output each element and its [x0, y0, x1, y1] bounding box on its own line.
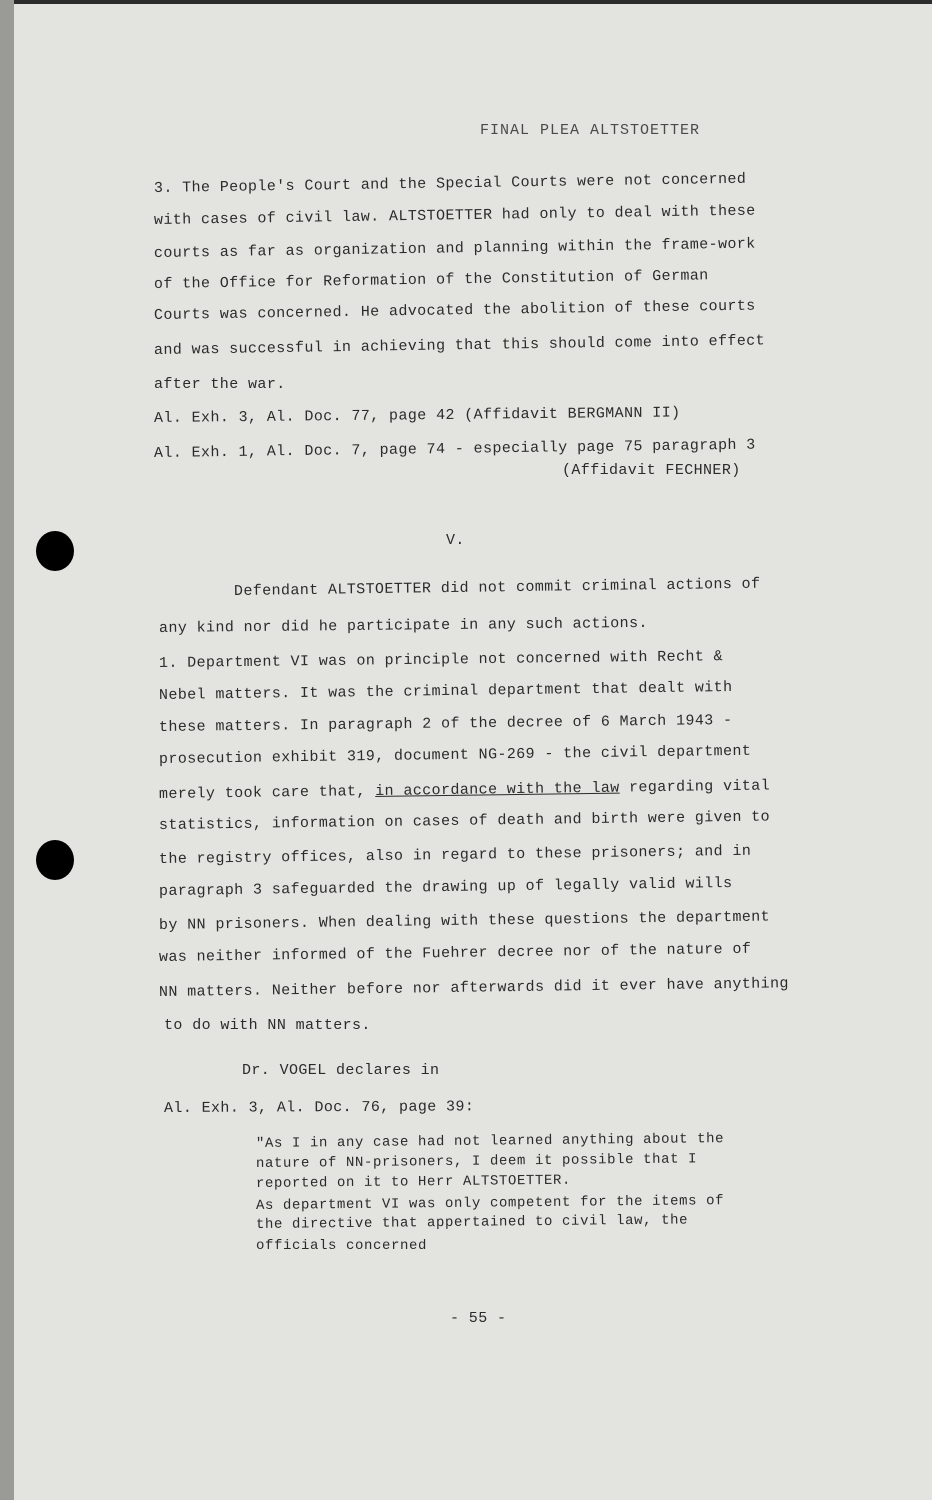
section-v-body-line: NN matters. Neither before nor afterwards did it ever have anything [158, 975, 789, 1001]
section-v-body-line: prosecution exhibit 319, document NG-269 - the civil department [158, 742, 752, 768]
section-v-body-line: was neither informed of the Fuehrer decree nor of the nature of [158, 940, 752, 966]
section-v-body-line: the registry offices, also in regard to these prisoners; and in [158, 842, 752, 868]
quotation-line: "As I in any case had not learned anything about the [255, 1131, 725, 1152]
section-v-body-line: paragraph 3 safeguarded the drawing up of legally valid wills [158, 874, 733, 900]
section-v-intro-line: any kind nor did he participate in any such actions. [158, 614, 648, 637]
affidavit-reference: Al. Exh. 3, Al. Doc. 77, page 42 (Affidavit BERGMANN II) [153, 404, 681, 427]
quotation-line: officials concerned [256, 1238, 428, 1254]
section-v-body-line: statistics, information on cases of death and birth were given to [158, 808, 771, 834]
section-3-line: of the Office for Reformation of the Constitution of German [153, 267, 709, 293]
page-number: - 55 - [450, 1310, 507, 1327]
line-text-after: regarding vital [619, 777, 771, 797]
punch-hole-lower [36, 840, 74, 880]
section-v-body-line: by NN prisoners. When dealing with these questions the department [158, 908, 771, 934]
quotation-line: reported on it to Herr ALTSTOETTER. [255, 1172, 572, 1192]
declaration-line: Dr. VOGEL declares in [242, 1062, 440, 1079]
section-v-body-line-underlined [159, 777, 770, 803]
quotation-line: nature of NN-prisoners, I deem it possible that I [255, 1151, 698, 1172]
section-3-line: 3. The People's Court and the Special Courts were not concerned [153, 170, 747, 197]
exhibit-reference: Al. Exh. 3, Al. Doc. 76, page 39: [163, 1098, 475, 1117]
section-v-heading: V. [446, 532, 465, 549]
section-3-line: after the war. [154, 376, 286, 393]
quotation-line: the directive that appertained to civil law, the [255, 1212, 689, 1233]
section-3-line: courts as far as organization and planning within the frame-work [153, 235, 756, 262]
page-header-title: FINAL PLEA ALTSTOETTER [480, 122, 701, 139]
section-3-line: Courts was concerned. He advocated the abolition of these courts [153, 297, 756, 324]
section-v-body-line: Nebel matters. It was the criminal department that dealt with [158, 678, 733, 704]
punch-hole-upper [36, 531, 74, 571]
section-v-body-line: to do with NN matters. [164, 1017, 371, 1034]
section-v-body-line: these matters. In paragraph 2 of the decree of 6 March 1943 - [158, 711, 733, 736]
quotation-line: As department VI was only competent for the items of [255, 1193, 725, 1214]
document-page [14, 4, 932, 1500]
scan-left-edge [0, 0, 14, 1500]
underlined-phrase: in accordance with the law [375, 779, 620, 800]
section-3-line: and was successful in achieving that this should come into effect [153, 332, 766, 359]
line-text-before: merely took care that, [158, 782, 376, 803]
section-v-body-line: 1. Department VI was on principle not concerned with Recht & [158, 648, 724, 672]
section-v-intro-line: Defendant ALTSTOETTER did not commit criminal actions of [233, 575, 761, 600]
affidavit-reference: Al. Exh. 1, Al. Doc. 7, page 74 - especially page 75 paragraph 3 [153, 436, 756, 462]
section-3-line: with cases of civil law. ALTSTOETTER had only to deal with these [153, 202, 756, 229]
affidavit-reference: (Affidavit FECHNER) [562, 462, 741, 479]
